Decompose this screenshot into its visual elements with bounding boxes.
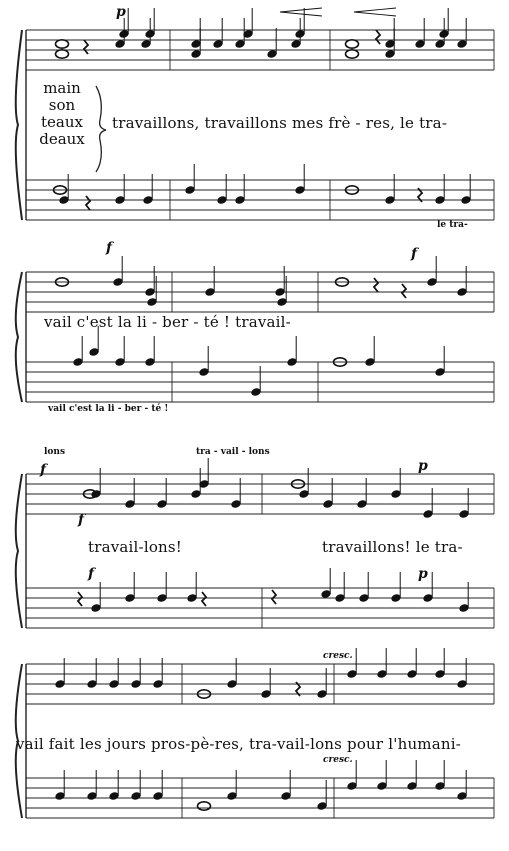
dynamic-cresc-1: cresc. [323, 651, 353, 661]
hairpin-decresc [280, 8, 322, 16]
lyrics-line-4: vail fait les jours pros-pè-res, tra-vail-lons pour l'humani- [16, 735, 461, 753]
voice-alt-3: teaux [41, 113, 83, 131]
voice-alt-1: main [43, 79, 81, 97]
dynamic-p-3: p [418, 566, 428, 582]
rest [78, 592, 82, 606]
rest [374, 278, 378, 292]
voice-alternates [32, 80, 92, 148]
rest [402, 284, 406, 298]
whole-note [346, 50, 359, 58]
dynamic-p-2: p [418, 458, 428, 474]
system-brace [16, 30, 22, 220]
whole-note [346, 40, 359, 48]
system-brace [16, 272, 22, 402]
dynamic-f-2: f [411, 246, 418, 262]
system-brace [16, 474, 22, 628]
rest [202, 592, 206, 606]
rest [376, 30, 380, 44]
lyrics-line-3b: travaillons! le tra- [322, 538, 463, 556]
rest [86, 196, 90, 210]
rest [272, 590, 276, 604]
dynamic-p-1: p [116, 4, 126, 20]
dynamic-f-5: f [88, 566, 95, 582]
whole-note [56, 50, 69, 58]
whole-note [56, 40, 69, 48]
lyrics-small-1: le tra- [437, 220, 468, 230]
voice-alt-4: deaux [39, 130, 85, 148]
dynamic-f-4: f [78, 512, 85, 528]
rest [84, 40, 88, 54]
whole-note [198, 802, 211, 810]
hairpin-decresc [354, 8, 396, 16]
lyrics-line-1: travaillons, travaillons mes frè - res, le tra- [112, 114, 448, 132]
dynamic-f-3: f [40, 462, 47, 478]
lyrics-top-3b: tra - vail - lons [196, 447, 270, 457]
dynamic-cresc-2: cresc. [323, 755, 353, 765]
voice-alt-brace [96, 86, 106, 172]
lyrics-top-3a: lons [44, 447, 66, 457]
lyrics-small-2: vail c'est la li - ber - té ! [48, 404, 169, 414]
lyrics-line-2: vail c'est la li - ber - té ! travail- [44, 313, 291, 331]
voice-alt-2: son [48, 96, 76, 114]
lyrics-line-3a: travail-lons! [88, 538, 183, 556]
dynamic-f-1: f [106, 240, 113, 256]
